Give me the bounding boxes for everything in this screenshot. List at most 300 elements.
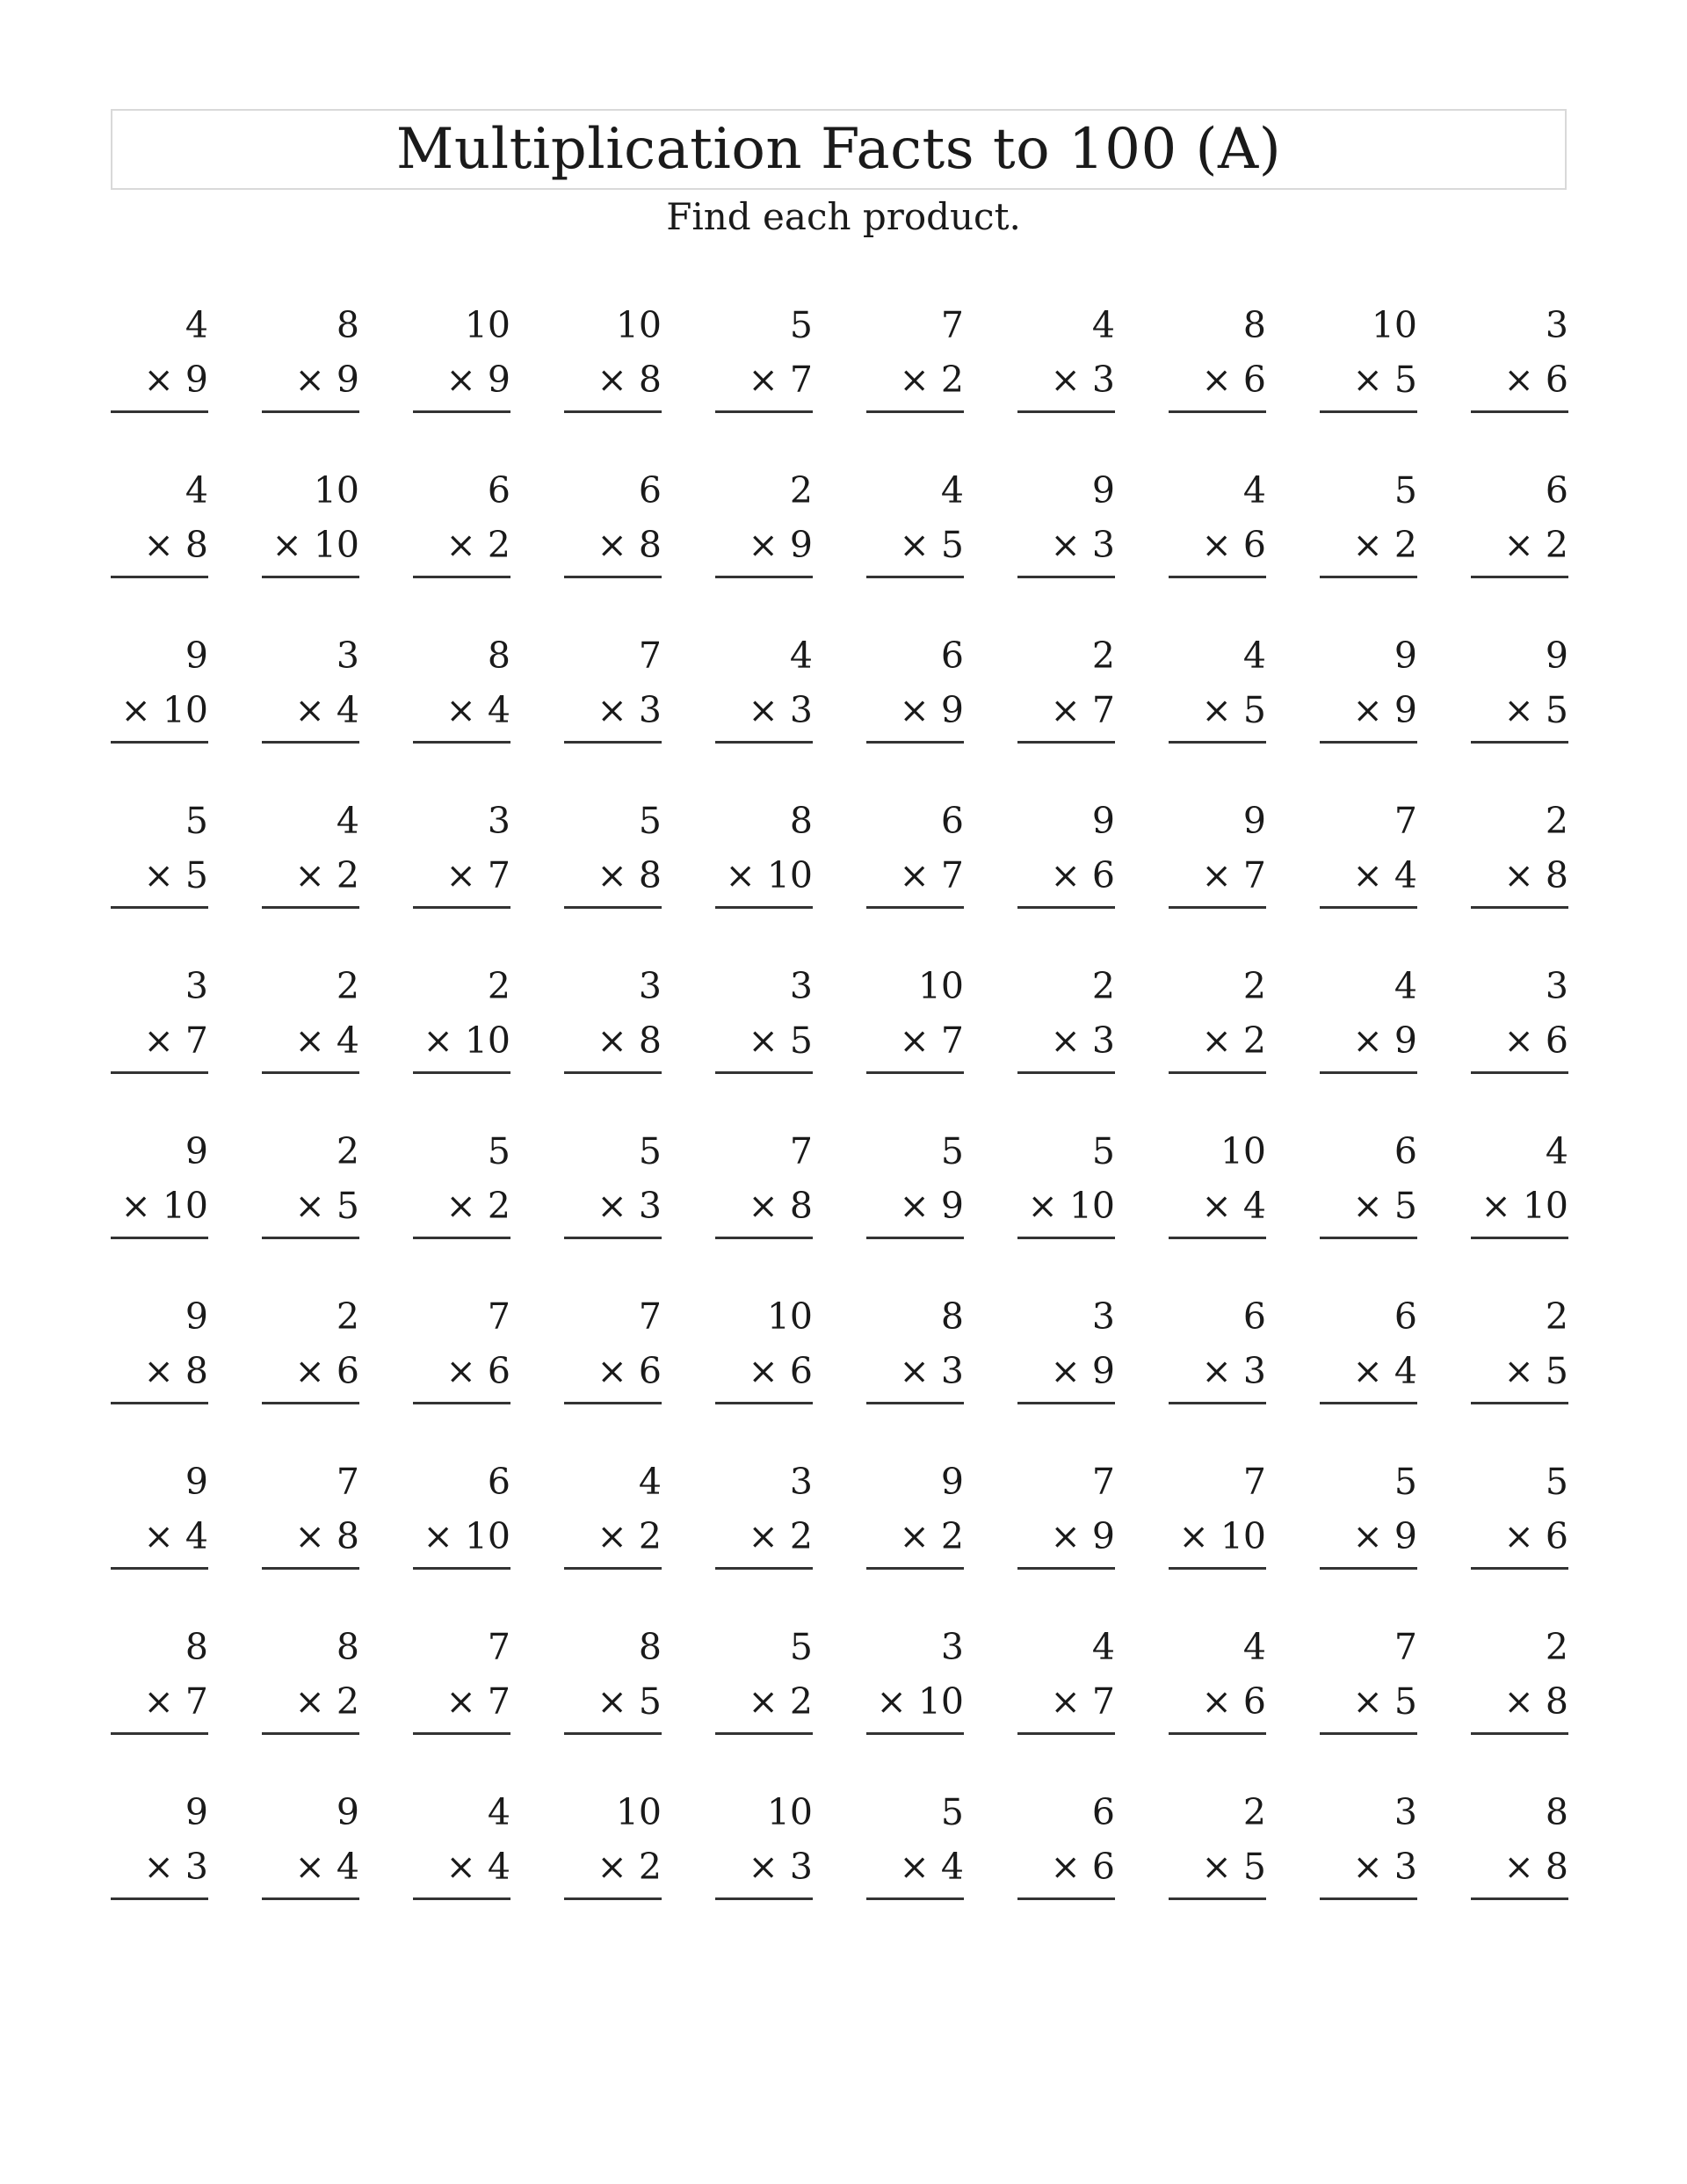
multiplier: × 10 xyxy=(876,1680,964,1723)
answer-line xyxy=(1471,576,1568,578)
multiplication-problem xyxy=(564,1132,662,1237)
multiplicand: 4 xyxy=(1242,1626,1266,1668)
multiplication-problem xyxy=(715,802,813,907)
multiplication-problem xyxy=(1017,967,1115,1072)
answer-line xyxy=(1320,410,1417,413)
multiplier: × 8 xyxy=(143,1350,208,1392)
multiplicand: 7 xyxy=(487,1626,510,1668)
worksheet-instructions: Find each product. xyxy=(666,195,1021,238)
multiplication-problem xyxy=(262,802,359,907)
answer-line xyxy=(866,1567,964,1570)
multiplicand: 10 xyxy=(1371,304,1417,346)
answer-line xyxy=(715,1237,813,1239)
problem-grid xyxy=(111,306,1568,1958)
answer-line xyxy=(262,1071,359,1074)
multiplier: × 5 xyxy=(1503,1350,1568,1392)
multiplier: × 4 xyxy=(1352,1350,1417,1392)
multiplier: × 2 xyxy=(445,1185,510,1227)
multiplication-problem xyxy=(1017,1132,1115,1237)
multiplication-problem xyxy=(1169,1628,1266,1733)
answer-line xyxy=(1017,1897,1115,1900)
multiplication-problem xyxy=(413,1628,510,1733)
multiplier: × 9 xyxy=(899,689,964,731)
multiplicand: 4 xyxy=(185,304,208,346)
multiplicand: 6 xyxy=(940,635,964,677)
multiplier: × 8 xyxy=(1503,1846,1568,1888)
multiplicand: 2 xyxy=(1545,1626,1568,1668)
multiplicand: 4 xyxy=(1394,965,1417,1007)
answer-line xyxy=(111,1237,208,1239)
multiplier: × 8 xyxy=(294,1515,359,1557)
multiplicand: 8 xyxy=(1242,304,1266,346)
multiplier: × 7 xyxy=(1201,854,1266,896)
answer-line xyxy=(413,410,510,413)
multiplication-problem xyxy=(715,1132,813,1237)
multiplication-problem xyxy=(1169,802,1266,907)
answer-line xyxy=(413,1567,510,1570)
multiplicand: 7 xyxy=(1394,1626,1417,1668)
answer-line xyxy=(715,576,813,578)
multiplier: × 5 xyxy=(143,854,208,896)
answer-line xyxy=(1471,1402,1568,1404)
multiplicand: 3 xyxy=(638,965,662,1007)
multiplicand: 10 xyxy=(615,304,662,346)
multiplication-problem xyxy=(111,802,208,907)
multiplier: × 3 xyxy=(597,689,662,731)
answer-line xyxy=(1017,1732,1115,1735)
multiplication-problem xyxy=(1320,802,1417,907)
multiplication-problem xyxy=(866,1132,964,1237)
multiplicand: 6 xyxy=(1091,1791,1115,1833)
multiplication-problem xyxy=(866,1628,964,1733)
multiplication-problem xyxy=(866,471,964,577)
multiplier: × 5 xyxy=(1352,359,1417,401)
answer-line xyxy=(1471,741,1568,744)
multiplicand: 5 xyxy=(1091,1130,1115,1172)
answer-line xyxy=(1471,1567,1568,1570)
answer-line xyxy=(1320,1237,1417,1239)
multiplicand: 5 xyxy=(789,304,813,346)
answer-line xyxy=(413,1732,510,1735)
answer-line xyxy=(715,410,813,413)
answer-line xyxy=(1017,906,1115,909)
multiplicand: 4 xyxy=(1091,304,1115,346)
multiplicand: 9 xyxy=(1242,800,1266,842)
multiplier: × 2 xyxy=(1503,524,1568,566)
multiplication-problem xyxy=(1471,1628,1568,1733)
answer-line xyxy=(1017,1071,1115,1074)
answer-line xyxy=(1169,741,1266,744)
multiplicand: 3 xyxy=(789,965,813,1007)
answer-line xyxy=(262,741,359,744)
multiplication-problem xyxy=(413,1793,510,1898)
answer-line xyxy=(111,576,208,578)
answer-line xyxy=(866,1897,964,1900)
answer-line xyxy=(413,1071,510,1074)
multiplication-problem xyxy=(1320,1793,1417,1898)
multiplicand: 5 xyxy=(185,800,208,842)
multiplier: × 4 xyxy=(1201,1185,1266,1227)
multiplier: × 10 xyxy=(1178,1515,1266,1557)
multiplier: × 5 xyxy=(748,1019,813,1062)
multiplication-problem xyxy=(564,967,662,1072)
multiplier: × 3 xyxy=(899,1350,964,1392)
multiplicand: 7 xyxy=(1242,1461,1266,1503)
answer-line xyxy=(1471,1897,1568,1900)
multiplication-problem xyxy=(1320,306,1417,411)
answer-line xyxy=(111,410,208,413)
answer-line xyxy=(564,410,662,413)
multiplicand: 8 xyxy=(336,1626,359,1668)
multiplier: × 2 xyxy=(899,1515,964,1557)
answer-line xyxy=(715,1402,813,1404)
multiplication-problem xyxy=(715,1462,813,1568)
multiplicand: 5 xyxy=(789,1626,813,1668)
multiplication-problem xyxy=(413,636,510,742)
multiplication-problem xyxy=(1471,636,1568,742)
answer-line xyxy=(1017,1237,1115,1239)
multiplication-problem xyxy=(1169,967,1266,1072)
multiplicand: 2 xyxy=(1242,1791,1266,1833)
multiplicand: 8 xyxy=(1545,1791,1568,1833)
answer-line xyxy=(1169,1567,1266,1570)
multiplication-problem xyxy=(1471,802,1568,907)
answer-line xyxy=(1169,906,1266,909)
multiplier: × 7 xyxy=(445,1680,510,1723)
multiplicand: 6 xyxy=(1545,469,1568,512)
answer-line xyxy=(1017,1567,1115,1570)
multiplication-problem xyxy=(413,1462,510,1568)
answer-line xyxy=(1471,1732,1568,1735)
multiplier: × 9 xyxy=(899,1185,964,1227)
multiplier: × 8 xyxy=(143,524,208,566)
multiplier: × 7 xyxy=(899,1019,964,1062)
answer-line xyxy=(564,576,662,578)
answer-line xyxy=(866,741,964,744)
multiplier: × 2 xyxy=(899,359,964,401)
multiplicand: 10 xyxy=(766,1791,813,1833)
answer-line xyxy=(1320,741,1417,744)
multiplication-problem xyxy=(262,471,359,577)
multiplicand: 9 xyxy=(1545,635,1568,677)
multiplier: × 4 xyxy=(445,689,510,731)
multiplication-problem xyxy=(866,967,964,1072)
multiplication-problem xyxy=(715,1628,813,1733)
multiplier: × 4 xyxy=(294,1019,359,1062)
multiplicand: 5 xyxy=(1394,469,1417,512)
multiplicand: 3 xyxy=(1545,304,1568,346)
multiplier: × 7 xyxy=(1050,689,1115,731)
multiplier: × 3 xyxy=(748,1846,813,1888)
multiplier: × 7 xyxy=(445,854,510,896)
multiplier: × 9 xyxy=(1050,1350,1115,1392)
multiplication-problem xyxy=(413,802,510,907)
multiplicand: 4 xyxy=(638,1461,662,1503)
multiplier: × 5 xyxy=(294,1185,359,1227)
multiplication-problem xyxy=(1017,1628,1115,1733)
multiplication-problem xyxy=(866,1297,964,1403)
multiplier: × 10 xyxy=(725,854,813,896)
multiplicand: 7 xyxy=(487,1295,510,1338)
answer-line xyxy=(262,576,359,578)
multiplicand: 6 xyxy=(487,1461,510,1503)
multiplication-problem xyxy=(1017,471,1115,577)
multiplicand: 3 xyxy=(336,635,359,677)
multiplier: × 10 xyxy=(120,1185,208,1227)
multiplier: × 3 xyxy=(1050,1019,1115,1062)
multiplicand: 9 xyxy=(1091,469,1115,512)
multiplicand: 9 xyxy=(1394,635,1417,677)
answer-line xyxy=(1320,1071,1417,1074)
multiplication-problem xyxy=(111,471,208,577)
multiplicand: 8 xyxy=(487,635,510,677)
answer-line xyxy=(1169,1732,1266,1735)
multiplication-problem xyxy=(1320,1297,1417,1403)
multiplier: × 3 xyxy=(1050,524,1115,566)
multiplier: × 2 xyxy=(294,1680,359,1723)
multiplicand: 4 xyxy=(1242,469,1266,512)
multiplier: × 5 xyxy=(1201,689,1266,731)
answer-line xyxy=(1169,576,1266,578)
multiplicand: 9 xyxy=(185,1295,208,1338)
multiplicand: 6 xyxy=(940,800,964,842)
answer-line xyxy=(564,1071,662,1074)
answer-line xyxy=(1169,410,1266,413)
multiplication-problem xyxy=(1169,1297,1266,1403)
multiplicand: 7 xyxy=(1394,800,1417,842)
multiplication-problem xyxy=(866,1462,964,1568)
answer-line xyxy=(413,1897,510,1900)
multiplication-problem xyxy=(1169,471,1266,577)
multiplication-problem xyxy=(111,1793,208,1898)
multiplicand: 3 xyxy=(1091,1295,1115,1338)
answer-line xyxy=(262,1732,359,1735)
multiplier: × 2 xyxy=(1201,1019,1266,1062)
multiplication-problem xyxy=(564,1793,662,1898)
multiplicand: 2 xyxy=(336,1130,359,1172)
multiplication-problem xyxy=(262,636,359,742)
multiplier: × 9 xyxy=(445,359,510,401)
multiplicand: 9 xyxy=(1091,800,1115,842)
multiplier: × 10 xyxy=(1481,1185,1568,1227)
multiplication-problem xyxy=(1169,1132,1266,1237)
multiplicand: 8 xyxy=(789,800,813,842)
answer-line xyxy=(111,1732,208,1735)
multiplicand: 8 xyxy=(336,304,359,346)
multiplier: × 8 xyxy=(597,359,662,401)
multiplier: × 5 xyxy=(1352,1680,1417,1723)
multiplicand: 9 xyxy=(185,1791,208,1833)
multiplication-problem xyxy=(564,636,662,742)
answer-line xyxy=(866,576,964,578)
multiplicand: 7 xyxy=(638,635,662,677)
answer-line xyxy=(1169,1071,1266,1074)
multiplicand: 7 xyxy=(1091,1461,1115,1503)
multiplicand: 4 xyxy=(185,469,208,512)
multiplication-problem xyxy=(715,967,813,1072)
multiplicand: 10 xyxy=(313,469,359,512)
multiplication-problem xyxy=(111,306,208,411)
multiplication-problem xyxy=(1471,1793,1568,1898)
answer-line xyxy=(262,1897,359,1900)
multiplier: × 5 xyxy=(1503,689,1568,731)
multiplier: × 3 xyxy=(597,1185,662,1227)
answer-line xyxy=(1471,410,1568,413)
multiplicand: 9 xyxy=(185,635,208,677)
multiplication-problem xyxy=(111,1132,208,1237)
answer-line xyxy=(1320,1567,1417,1570)
multiplicand: 8 xyxy=(940,1295,964,1338)
multiplier: × 6 xyxy=(597,1350,662,1392)
multiplier: × 9 xyxy=(1050,1515,1115,1557)
multiplier: × 3 xyxy=(1201,1350,1266,1392)
multiplication-problem xyxy=(111,636,208,742)
answer-line xyxy=(111,741,208,744)
multiplication-problem xyxy=(413,306,510,411)
multiplicand: 9 xyxy=(336,1791,359,1833)
multiplier: × 10 xyxy=(423,1019,510,1062)
multiplier: × 9 xyxy=(143,359,208,401)
multiplicand: 2 xyxy=(1545,800,1568,842)
multiplicand: 4 xyxy=(1242,635,1266,677)
multiplication-problem xyxy=(1471,1462,1568,1568)
multiplicand: 6 xyxy=(1394,1130,1417,1172)
multiplication-problem xyxy=(1017,636,1115,742)
multiplicand: 4 xyxy=(336,800,359,842)
multiplication-problem xyxy=(1471,1297,1568,1403)
multiplication-problem xyxy=(262,1132,359,1237)
answer-line xyxy=(413,576,510,578)
answer-line xyxy=(866,410,964,413)
multiplier: × 5 xyxy=(1352,1185,1417,1227)
multiplier: × 7 xyxy=(143,1680,208,1723)
multiplication-problem xyxy=(564,1628,662,1733)
multiplication-problem xyxy=(111,1628,208,1733)
multiplicand: 6 xyxy=(638,469,662,512)
multiplication-problem xyxy=(262,1793,359,1898)
multiplication-problem xyxy=(866,636,964,742)
multiplication-problem xyxy=(715,471,813,577)
multiplicand: 5 xyxy=(940,1791,964,1833)
multiplier: × 6 xyxy=(294,1350,359,1392)
multiplication-problem xyxy=(564,1297,662,1403)
answer-line xyxy=(262,906,359,909)
multiplier: × 6 xyxy=(445,1350,510,1392)
multiplier: × 8 xyxy=(597,1019,662,1062)
multiplier: × 2 xyxy=(1352,524,1417,566)
answer-line xyxy=(564,1897,662,1900)
multiplier: × 8 xyxy=(1503,1680,1568,1723)
multiplier: × 5 xyxy=(899,524,964,566)
answer-line xyxy=(262,1237,359,1239)
multiplier: × 7 xyxy=(899,854,964,896)
answer-line xyxy=(413,741,510,744)
multiplicand: 7 xyxy=(789,1130,813,1172)
multiplier: × 8 xyxy=(1503,854,1568,896)
multiplier: × 2 xyxy=(748,1680,813,1723)
multiplicand: 2 xyxy=(1091,965,1115,1007)
multiplicand: 8 xyxy=(185,1626,208,1668)
multiplication-problem xyxy=(1017,306,1115,411)
multiplication-problem xyxy=(1017,1462,1115,1568)
multiplier: × 10 xyxy=(423,1515,510,1557)
multiplicand: 6 xyxy=(1242,1295,1266,1338)
answer-line xyxy=(866,1732,964,1735)
multiplicand: 3 xyxy=(1394,1791,1417,1833)
answer-line xyxy=(866,1402,964,1404)
multiplier: × 6 xyxy=(1050,1846,1115,1888)
answer-line xyxy=(1169,1402,1266,1404)
answer-line xyxy=(413,1402,510,1404)
multiplicand: 10 xyxy=(464,304,510,346)
multiplicand: 4 xyxy=(1091,1626,1115,1668)
multiplier: × 10 xyxy=(1027,1185,1115,1227)
multiplication-problem xyxy=(564,471,662,577)
answer-line xyxy=(866,1071,964,1074)
answer-line xyxy=(715,1071,813,1074)
multiplication-problem xyxy=(1320,471,1417,577)
answer-line xyxy=(413,906,510,909)
answer-line xyxy=(262,1402,359,1404)
multiplication-problem xyxy=(715,1297,813,1403)
answer-line xyxy=(1017,741,1115,744)
multiplicand: 2 xyxy=(1545,1295,1568,1338)
multiplication-problem xyxy=(1017,1297,1115,1403)
multiplication-problem xyxy=(1320,1462,1417,1568)
multiplication-problem xyxy=(866,1793,964,1898)
multiplicand: 9 xyxy=(185,1130,208,1172)
multiplication-problem xyxy=(1471,471,1568,577)
multiplication-problem xyxy=(564,1462,662,1568)
answer-line xyxy=(564,906,662,909)
answer-line xyxy=(262,1567,359,1570)
multiplication-problem xyxy=(262,1297,359,1403)
multiplication-problem xyxy=(262,1628,359,1733)
multiplier: × 10 xyxy=(272,524,359,566)
answer-line xyxy=(1169,1237,1266,1239)
answer-line xyxy=(111,1897,208,1900)
answer-line xyxy=(715,1567,813,1570)
multiplication-problem xyxy=(1471,306,1568,411)
multiplicand: 9 xyxy=(940,1461,964,1503)
multiplier: × 10 xyxy=(120,689,208,731)
answer-line xyxy=(1017,410,1115,413)
multiplicand: 8 xyxy=(638,1626,662,1668)
multiplier: × 9 xyxy=(748,524,813,566)
multiplicand: 4 xyxy=(1545,1130,1568,1172)
multiplicand: 3 xyxy=(185,965,208,1007)
multiplication-problem xyxy=(1169,1462,1266,1568)
multiplication-problem xyxy=(111,967,208,1072)
multiplication-problem xyxy=(1169,636,1266,742)
multiplicand: 2 xyxy=(336,965,359,1007)
multiplier: × 9 xyxy=(294,359,359,401)
multiplication-problem xyxy=(262,1462,359,1568)
multiplicand: 2 xyxy=(487,965,510,1007)
answer-line xyxy=(564,1567,662,1570)
multiplication-problem xyxy=(1471,1132,1568,1237)
answer-line xyxy=(564,741,662,744)
multiplicand: 5 xyxy=(1545,1461,1568,1503)
multiplication-problem xyxy=(1169,306,1266,411)
multiplicand: 2 xyxy=(1242,965,1266,1007)
multiplication-problem xyxy=(111,1297,208,1403)
answer-line xyxy=(715,1897,813,1900)
multiplicand: 7 xyxy=(940,304,964,346)
multiplication-problem xyxy=(1017,802,1115,907)
multiplication-problem xyxy=(1169,1793,1266,1898)
answer-line xyxy=(564,1402,662,1404)
